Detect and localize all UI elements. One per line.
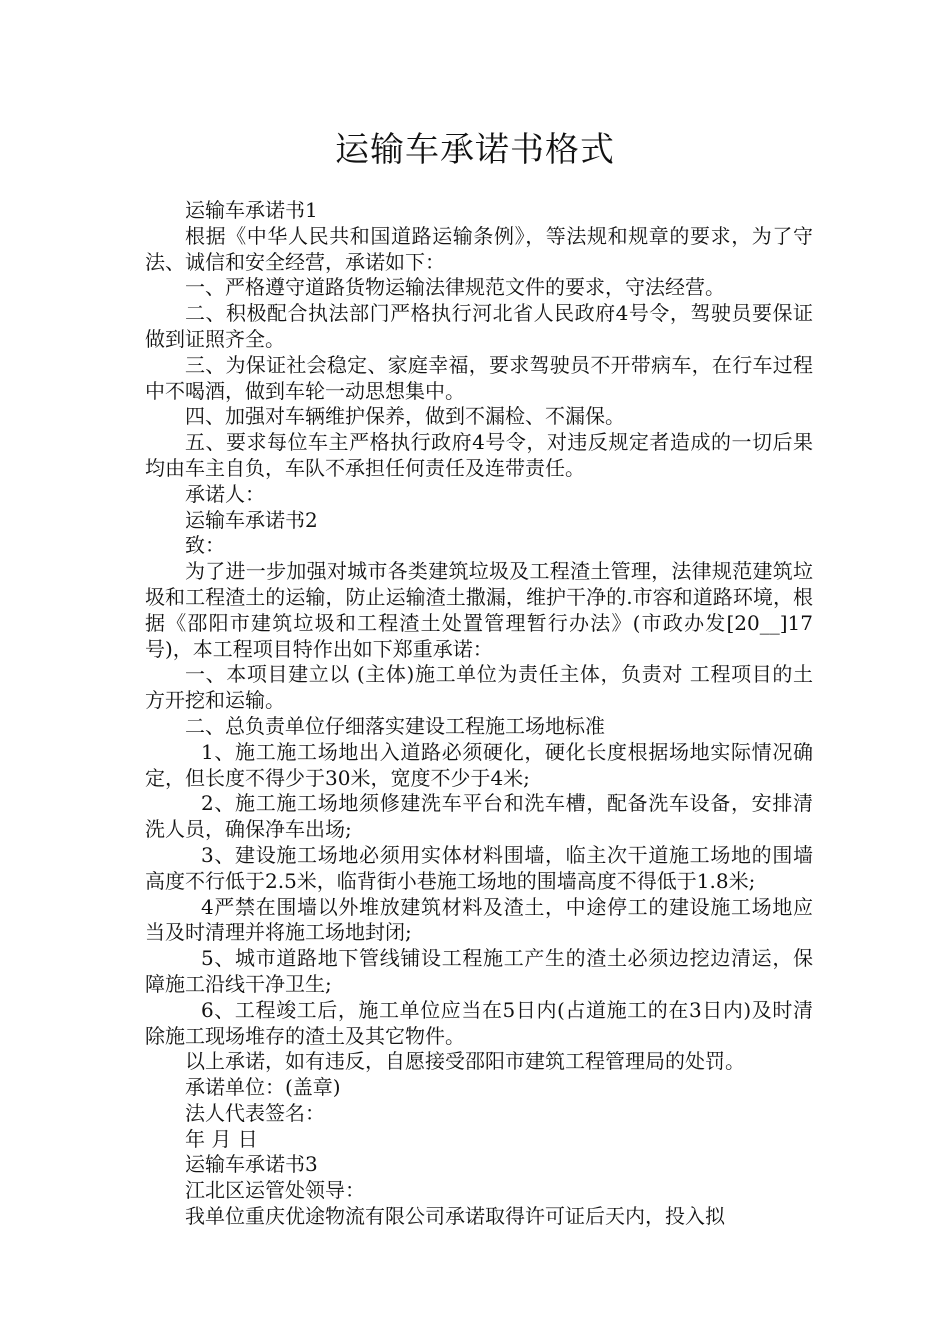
paragraph: 年 月 日 [185,1126,258,1151]
paragraph: 运输车承诺书3 [185,1152,318,1177]
paragraph: 4严禁在围墙以外堆放建筑材料及渣土，中途停工的建设施工场地应当及时清理并将施工场地封闭; [145,894,813,945]
paragraph: 承诺人： [185,481,265,506]
paragraph: 我单位重庆优途物流有限公司承诺取得许可证后天内，投入拟 [185,1204,725,1229]
paragraph: 5、城市道路地下管线铺设工程施工产生的渣土必须边挖边清运，保障施工沿线干净卫生; [145,946,813,996]
paragraph: 承诺单位：(盖章) [185,1075,341,1100]
paragraph: 法人代表签名： [185,1100,325,1125]
paragraph: 四、加强对车辆维护保养，做到不漏检、不漏保。 [185,404,625,429]
paragraph: 2、施工施工场地须修建洗车平台和洗车槽，配备洗车设备，安排清洗人员，确保净车出场; [145,791,813,842]
paragraph: 三、为保证社会稳定、家庭幸福，要求驾驶员不开带病车，在行车过程中不喝酒，做到车轮一动思想集中。 [145,352,813,403]
paragraph: 6、工程竣工后，施工单位应当在5日内(占道施工的在3日内)及时清除施工现场堆存的渣土及其它物件。 [145,997,813,1048]
paragraph: 一、严格遵守道路货物运输法律规范文件的要求，守法经营。 [185,275,725,300]
paragraph: 致： [185,533,225,558]
paragraph: 江北区运管处领导： [185,1178,365,1203]
paragraph: 二、总负责单位仔细落实建设工程施工场地标准 [185,713,605,738]
paragraph: 一、本项目建立以 (主体)施工单位为责任主体，负责对 工程项目的土方开挖和运输。 [145,662,813,713]
paragraph: 运输车承诺书1 [185,198,318,222]
paragraph: 运输车承诺书2 [185,507,318,532]
paragraph: 以上承诺，如有违反，自愿接受邵阳市建筑工程管理局的处罚。 [185,1049,745,1074]
paragraph: 为了进一步加强对城市各类建筑垃圾及工程渣土管理，法律规范建筑垃圾和工程渣土的运输，防止运输渣土撒漏，维护干净的.市容和道路环境，根据《邵阳市建筑垃圾和工程渣土处置管理暂行办法》(市政办发[20__]17号)，本工程项目特作出如下郑重承诺： [145,559,813,661]
paragraph: 五、要求每位车主严格执行政府4号令，对违反规定者造成的一切后果均由车主自负，车队不承担任何责任及连带责任。 [145,430,813,480]
paragraph: 3、建设施工场地必须用实体材料围墙，临主次干道施工场地的围墙高度不行低于2.5米，临背街小巷施工场地的围墙高度不得低于1.8米; [145,842,813,893]
document-body [145,198,813,1230]
paragraph: 1、施工施工场地出入道路必须硬化，硬化长度根据场地实际情况确定，但长度不得少于30米，宽度不少于4米; [145,739,813,790]
paragraph: 根据《中华人民共和国道路运输条例》，等法规和规章的要求，为了守法、诚信和安全经营，承诺如下： [145,223,813,274]
paragraph: 二、积极配合执法部门严格执行河北省人民政府4号令，驾驶员要保证做到证照齐全。 [145,301,813,351]
document-title: 运输车承诺书格式 [335,130,615,170]
